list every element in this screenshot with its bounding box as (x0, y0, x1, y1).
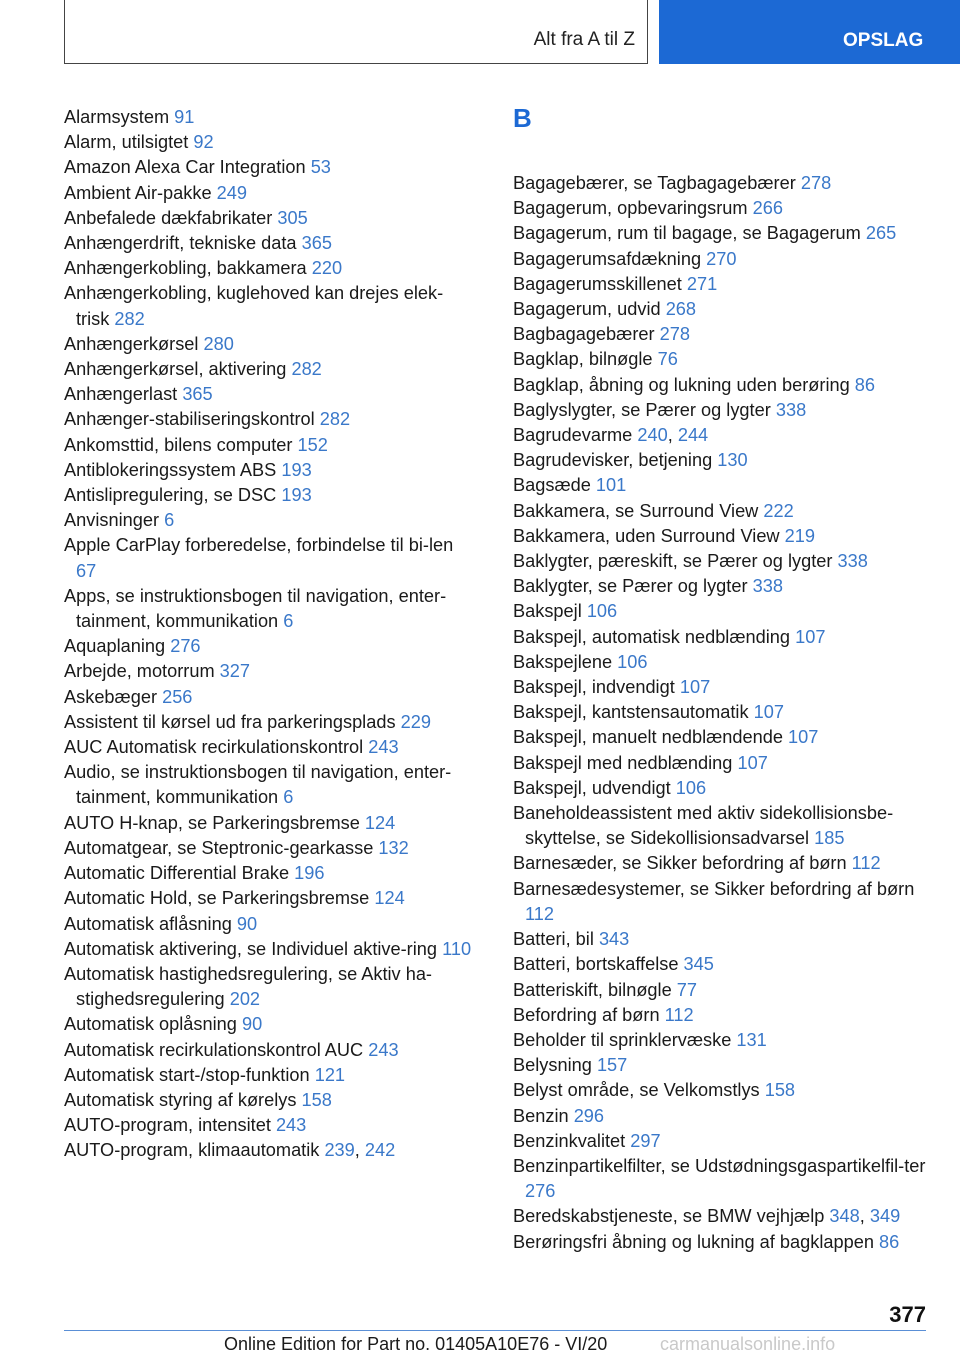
index-entry (64, 231, 474, 256)
index-entry: Bagrudevarme 240, 244 (513, 425, 709, 446)
page-ref-link[interactable]: 243 (275, 1115, 307, 1136)
index-entry (64, 105, 474, 130)
page-ref-link[interactable]: 158 (301, 1089, 332, 1110)
entry-text: Berøringsfri åbning og lukning af bagklappen (513, 1231, 874, 1252)
entry-text: AUTO-program, klimaautomatik (64, 1140, 320, 1161)
page-ref-link[interactable]: 243 (368, 737, 399, 758)
index-entry (513, 398, 933, 423)
entry-text: Belysning (513, 1055, 592, 1076)
index-entry (513, 751, 933, 776)
page-ref-link[interactable]: 53 (310, 157, 331, 178)
footer-divider (64, 1330, 926, 1331)
page-ref-link[interactable]: 219 (784, 525, 815, 546)
entry-text: AUTO-program, intensitet (64, 1115, 271, 1136)
index-entry (64, 458, 474, 483)
page-ref-link[interactable]: 240 (637, 425, 668, 446)
entry-text: Ankomsttid, bilens computer (64, 434, 293, 455)
entry-text: Bagbagagebærer (513, 324, 655, 345)
entry-text: Baklygter, pæreskift, se Pærer og lygter (513, 551, 833, 572)
index-entry (64, 1012, 474, 1037)
entry-text: Benzin (513, 1105, 569, 1126)
index-entry (513, 448, 933, 473)
index-entry (513, 776, 933, 801)
page-ref-link[interactable]: 86 (879, 1231, 900, 1252)
index-entry (64, 1038, 474, 1063)
page-ref-link[interactable]: 124 (364, 812, 396, 833)
entry-text: Automatisk start-/stop-funktion (64, 1064, 310, 1085)
page-ref-link[interactable]: 86 (854, 374, 876, 395)
index-entry (513, 725, 933, 750)
entry-text: Anvisninger (64, 510, 160, 531)
entry-text: Bakspejl, manuelt nedblændende (513, 727, 783, 748)
index-entry (513, 877, 933, 927)
entry-text: Anhængerkørsel (64, 333, 199, 354)
page-ref-link[interactable]: 297 (630, 1130, 661, 1151)
entry-text: Bagagerum, opbevaringsrum (513, 198, 748, 219)
page-ref-link[interactable]: 276 (170, 636, 201, 657)
page-ref-link[interactable]: 131 (736, 1029, 767, 1050)
page-ref-link[interactable]: 157 (596, 1055, 628, 1076)
page-ref-link[interactable]: 132 (378, 837, 409, 858)
index-entry (513, 499, 933, 524)
page-ref-link[interactable]: 343 (598, 929, 630, 950)
index-entry (64, 912, 474, 937)
index-entry (64, 206, 474, 231)
index-entry (513, 196, 933, 221)
page-ref-link[interactable]: 106 (675, 777, 707, 798)
page-ref-link[interactable]: 338 (837, 551, 868, 572)
index-entry (64, 861, 474, 886)
page-ref-link[interactable]: 268 (665, 299, 697, 320)
page-ref-link[interactable]: 112 (664, 1004, 694, 1025)
entry-text: Ambient Air-pakke (64, 182, 212, 203)
page-ref-link[interactable]: 152 (297, 434, 328, 455)
tab-opslag[interactable]: OPSLAG (659, 0, 960, 64)
page-ref-link[interactable]: 106 (586, 601, 618, 622)
index-entry (64, 281, 474, 331)
page-ref-link[interactable]: 327 (219, 661, 251, 682)
entry-text: Aquaplaning (64, 636, 166, 657)
index-entry (64, 962, 474, 1012)
index-entry (513, 801, 933, 851)
entry-text: Batteriskift, bilnøgle (513, 979, 672, 1000)
index-entry (513, 1230, 933, 1255)
entry-text: Antislipregulering, se DSC (64, 485, 277, 506)
entry-text: Antiblokeringssystem ABS (64, 459, 277, 480)
index-entry (64, 937, 474, 962)
index-entry (513, 322, 933, 347)
entry-text: Befordring af børn (513, 1004, 660, 1025)
page-ref-link[interactable]: 276 (525, 1181, 556, 1202)
entry-text: Baneholdeassistent med aktiv sidekollisionsbe-skyttelse, se Sidekollisionsadvarsel (513, 803, 894, 849)
index-entry (513, 625, 933, 650)
index-entry (64, 584, 474, 634)
page-ref-link[interactable]: 280 (203, 333, 234, 354)
page-ref-link[interactable]: 249 (216, 182, 248, 203)
entry-text: Bakspejlene (513, 651, 613, 672)
index-entry (513, 247, 933, 272)
entry-text: Beholder til sprinklervæske (513, 1029, 732, 1050)
page-ref-link[interactable]: 92 (193, 132, 214, 153)
index-entry (64, 433, 474, 458)
entry-text: Anhænger-stabiliseringskontrol (64, 409, 315, 430)
page-ref-link[interactable]: 185 (814, 828, 845, 849)
entry-text: Anhængerkørsel, aktivering (64, 359, 287, 380)
entry-text: Beredskabstjeneste, se BMW vejhjælp (513, 1206, 825, 1227)
page-ref-link[interactable]: 243 (368, 1039, 399, 1060)
page-ref-link[interactable]: 282 (291, 359, 322, 380)
page-number: 377 (889, 1302, 926, 1327)
index-entry (513, 373, 933, 398)
page-ref-link[interactable]: 296 (573, 1105, 605, 1126)
entry-text: Bagagebærer, se Tagbagagebærer (513, 173, 796, 193)
page-ref-link[interactable]: 106 (617, 651, 648, 672)
index-entry (64, 1063, 474, 1088)
index-entry (513, 599, 933, 624)
entry-text: Bakspejl, kantstensautomatik (513, 702, 749, 723)
entry-text: Automatisk styring af kørelys (64, 1089, 297, 1110)
index-entry (513, 952, 933, 977)
index-entry (64, 886, 474, 911)
entry-text: Automatic Differential Brake (64, 863, 290, 884)
index-entry (513, 1078, 933, 1103)
index-entry (513, 524, 933, 549)
entry-text: Bagagerumsafdækning (513, 248, 702, 269)
page-ref-link[interactable]: 256 (162, 686, 193, 707)
index-entry (64, 685, 474, 710)
page-ref-link[interactable]: 270 (706, 248, 737, 269)
entry-text: AUTO H-knap, se Parkeringsbremse (64, 812, 360, 833)
entry-text: Alarmsystem (64, 107, 170, 127)
page-ref-link[interactable]: 345 (683, 954, 714, 975)
entry-text: Anhængerdrift, tekniske data (64, 233, 297, 254)
index-entry (64, 508, 474, 533)
entry-text: Batteri, bortskaffelse (513, 954, 679, 975)
page-ref-link[interactable]: 271 (686, 273, 718, 294)
index-entry (513, 1053, 933, 1078)
page-ref-link[interactable]: 338 (775, 399, 807, 420)
index-entry (513, 1104, 933, 1129)
page-ref-link[interactable]: 193 (281, 485, 312, 506)
page-ref-link[interactable]: 242 (364, 1140, 396, 1161)
index-entry (64, 533, 474, 583)
index-column-left (64, 105, 474, 1164)
page-ref-link[interactable]: 222 (763, 500, 794, 521)
entry-text: Automatisk recirkulationskontrol AUC (64, 1039, 364, 1060)
index-entry (64, 332, 474, 357)
index-entry (513, 549, 933, 574)
index-entry (64, 634, 474, 659)
header-title: Alt fra A til Z (533, 29, 635, 50)
entry-text: Amazon Alexa Car Integration (64, 157, 306, 178)
footer-edition: Online Edition for Part no. 01405A10E76 - VI/20 (224, 1334, 608, 1354)
page-ref-link[interactable]: 229 (400, 711, 431, 732)
index-entry (64, 407, 474, 432)
entry-text: Barnesædesystemer, se Sikker befordring af børn (513, 878, 915, 899)
page-ref-link[interactable]: 282 (319, 409, 351, 430)
index-entry (513, 978, 933, 1003)
index-entry (513, 927, 933, 952)
index-entry (64, 1088, 474, 1113)
page-ref-link[interactable]: 90 (236, 913, 258, 934)
entry-text: Belyst område, se Velkomstlys (513, 1080, 760, 1101)
entry-text: Anhængerlast (64, 384, 178, 405)
entry-text: Batteri, bil (513, 929, 594, 950)
page-ref-link[interactable]: 107 (788, 727, 819, 748)
index-entry (513, 473, 933, 498)
index-entry (513, 221, 933, 246)
index-entry (513, 297, 933, 322)
page-ref-link[interactable]: 278 (659, 324, 690, 345)
index-entry (64, 710, 474, 735)
index-column-right (513, 105, 933, 1255)
page-ref-link[interactable]: 305 (277, 207, 308, 228)
entry-text: Bakspejl, udvendigt (513, 777, 671, 798)
entry-text: Bagklap, bilnøgle (513, 349, 653, 370)
page-ref-link[interactable]: 112 (851, 853, 881, 874)
entry-text: AUC Automatisk recirkulationskontrol (64, 737, 364, 758)
page-ref-link[interactable]: 77 (676, 979, 697, 1000)
page-ref-link[interactable]: 121 (314, 1064, 346, 1085)
page-ref-link[interactable]: 6 (164, 510, 175, 531)
page-ref-link[interactable]: 6 (283, 611, 294, 632)
entry-text: Anbefalede dækfabrikater (64, 207, 273, 228)
page-ref-link[interactable]: 110 (442, 938, 472, 959)
entry-text: Automatisk hastighedsregulering, se Aktiv ha-stighedsregulering (64, 963, 432, 1010)
entry-text: Bagrudevarme (513, 425, 633, 446)
index-entry (64, 1113, 474, 1138)
page-ref-link[interactable]: 244 (677, 425, 709, 446)
page-ref-link[interactable]: 124 (374, 888, 405, 909)
header-title-box (64, 0, 648, 64)
index-entry (513, 574, 933, 599)
entry-text: Bakkamera, se Surround View (513, 500, 759, 521)
index-entry (513, 347, 933, 372)
page-ref-link[interactable]: 348 (829, 1206, 860, 1227)
page-ref-link[interactable]: 130 (717, 450, 748, 471)
watermark: carmanualsonline.info (660, 1334, 836, 1354)
index-entry (64, 659, 474, 684)
entry-text: Baglyslygter, se Pærer og lygter (513, 399, 771, 420)
index-entry (513, 1154, 933, 1204)
index-entry (513, 1028, 933, 1053)
entry-text: Barnesæder, se Sikker befordring af børn (513, 853, 847, 874)
entry-text: Alarm, utilsigtet (64, 132, 189, 153)
page-ref-link[interactable]: 239 (324, 1140, 355, 1161)
page-ref-link[interactable]: 193 (281, 459, 312, 480)
page-ref-link[interactable]: 202 (229, 989, 261, 1010)
entry-text: Bagagerumsskillenet (513, 273, 682, 294)
entry-text: Baklygter, se Pærer og lygter (513, 576, 748, 597)
section-letter: B (513, 103, 532, 133)
entry-text: Bagagerum, rum til bagage, se Bagagerum (513, 223, 861, 244)
index-entry (64, 130, 474, 155)
entry-text: Apps, se instruktionsbogen til navigation, enter-tainment, kommunikation (64, 585, 447, 632)
entry-text: Bakspejl (513, 601, 582, 622)
page-ref-link[interactable]: 107 (737, 752, 768, 773)
entry-text: Benzinpartikelfilter, se Udstødningsgaspartikelfil-ter (513, 1155, 926, 1176)
entry-text: Anhængerkobling, kuglehoved kan drejes elek-trisk (64, 283, 444, 329)
entry-text: Bagklap, åbning og lukning uden berøring (513, 374, 850, 395)
page-ref-link[interactable]: 90 (241, 1014, 263, 1035)
index-entry (513, 272, 933, 297)
index-entry (64, 483, 474, 508)
page-ref-link[interactable]: 91 (174, 107, 195, 127)
entry-text: Automatisk aflåsning (64, 913, 232, 934)
index-entry (64, 181, 474, 206)
page-ref-link[interactable]: 107 (753, 702, 784, 723)
index-entry (513, 1003, 933, 1028)
entry-text: Automatisk aktivering, se Individuel aktive-ring (64, 938, 438, 959)
index-entry (513, 650, 933, 675)
entry-text: Askebæger (64, 686, 158, 707)
index-entry (64, 760, 474, 810)
index-entry (64, 256, 474, 281)
page-ref-link[interactable]: 265 (865, 223, 897, 244)
entry-text: Automatic Hold, se Parkeringsbremse (64, 888, 370, 909)
page-ref-link[interactable]: 282 (114, 308, 145, 329)
page-ref-link[interactable]: 67 (76, 560, 97, 581)
index-entry: AUTO-program, klimaautomatik 239, 242 (64, 1140, 396, 1161)
page-ref-link[interactable]: 107 (795, 626, 826, 647)
index-entry (64, 735, 474, 760)
page-ref-link[interactable]: 338 (752, 576, 783, 597)
index-entry (513, 171, 933, 196)
page-ref-link[interactable]: 6 (283, 787, 294, 808)
page-ref-link[interactable]: 365 (182, 384, 213, 405)
entry-text: Bakspejl, indvendigt (513, 677, 675, 698)
page-ref-link[interactable]: 266 (752, 198, 783, 219)
entry-text: Bakkamera, uden Surround View (513, 525, 780, 546)
entry-text: Bagsæde (513, 475, 591, 496)
page-ref-link[interactable]: 349 (869, 1206, 901, 1227)
page-ref-link[interactable]: 112 (525, 903, 554, 924)
page-ref-link[interactable]: 220 (311, 258, 343, 279)
entry-text: Assistent til kørsel ud fra parkeringsplads (64, 711, 396, 732)
entry-text: Bakspejl, automatisk nedblænding (513, 626, 791, 647)
entry-text: Automatisk oplåsning (64, 1014, 237, 1035)
index-entry (513, 1129, 933, 1154)
index-entry (513, 700, 933, 725)
entry-text: Bagagerum, udvid (513, 299, 661, 320)
entry-text: Bagrudevisker, betjening (513, 450, 713, 471)
page-ref-link[interactable]: 107 (679, 677, 711, 698)
entry-text: Arbejde, motorrum (64, 661, 215, 682)
index-entry (64, 155, 474, 180)
index-entry (64, 357, 474, 382)
entry-text: Apple CarPlay forberedelse, forbindelse til bi-len (64, 535, 454, 556)
index-entry (64, 836, 474, 861)
entry-text: Automatgear, se Steptronic-gearkasse (64, 837, 374, 858)
index-entry (513, 675, 933, 700)
page-ref-link[interactable]: 278 (800, 173, 832, 193)
page-ref-link[interactable]: 101 (595, 475, 627, 496)
index-entry (513, 851, 933, 876)
entry-text: Anhængerkobling, bakkamera (64, 258, 307, 279)
entry-text: Audio, se instruktionsbogen til navigation, enter-tainment, kommunikation (64, 762, 452, 808)
page-ref-link[interactable]: 365 (301, 233, 332, 254)
page-ref-link[interactable]: 76 (657, 349, 678, 370)
page-ref-link[interactable]: 158 (764, 1080, 796, 1101)
page-ref-link[interactable]: 196 (294, 863, 325, 884)
index-entry (64, 811, 474, 836)
entry-text: Bakspejl med nedblænding (513, 752, 733, 773)
index-entry (64, 382, 474, 407)
entry-text: Benzinkvalitet (513, 1130, 626, 1151)
index-entry: Beredskabstjeneste, se BMW vejhjælp 348, 349 (513, 1206, 901, 1227)
